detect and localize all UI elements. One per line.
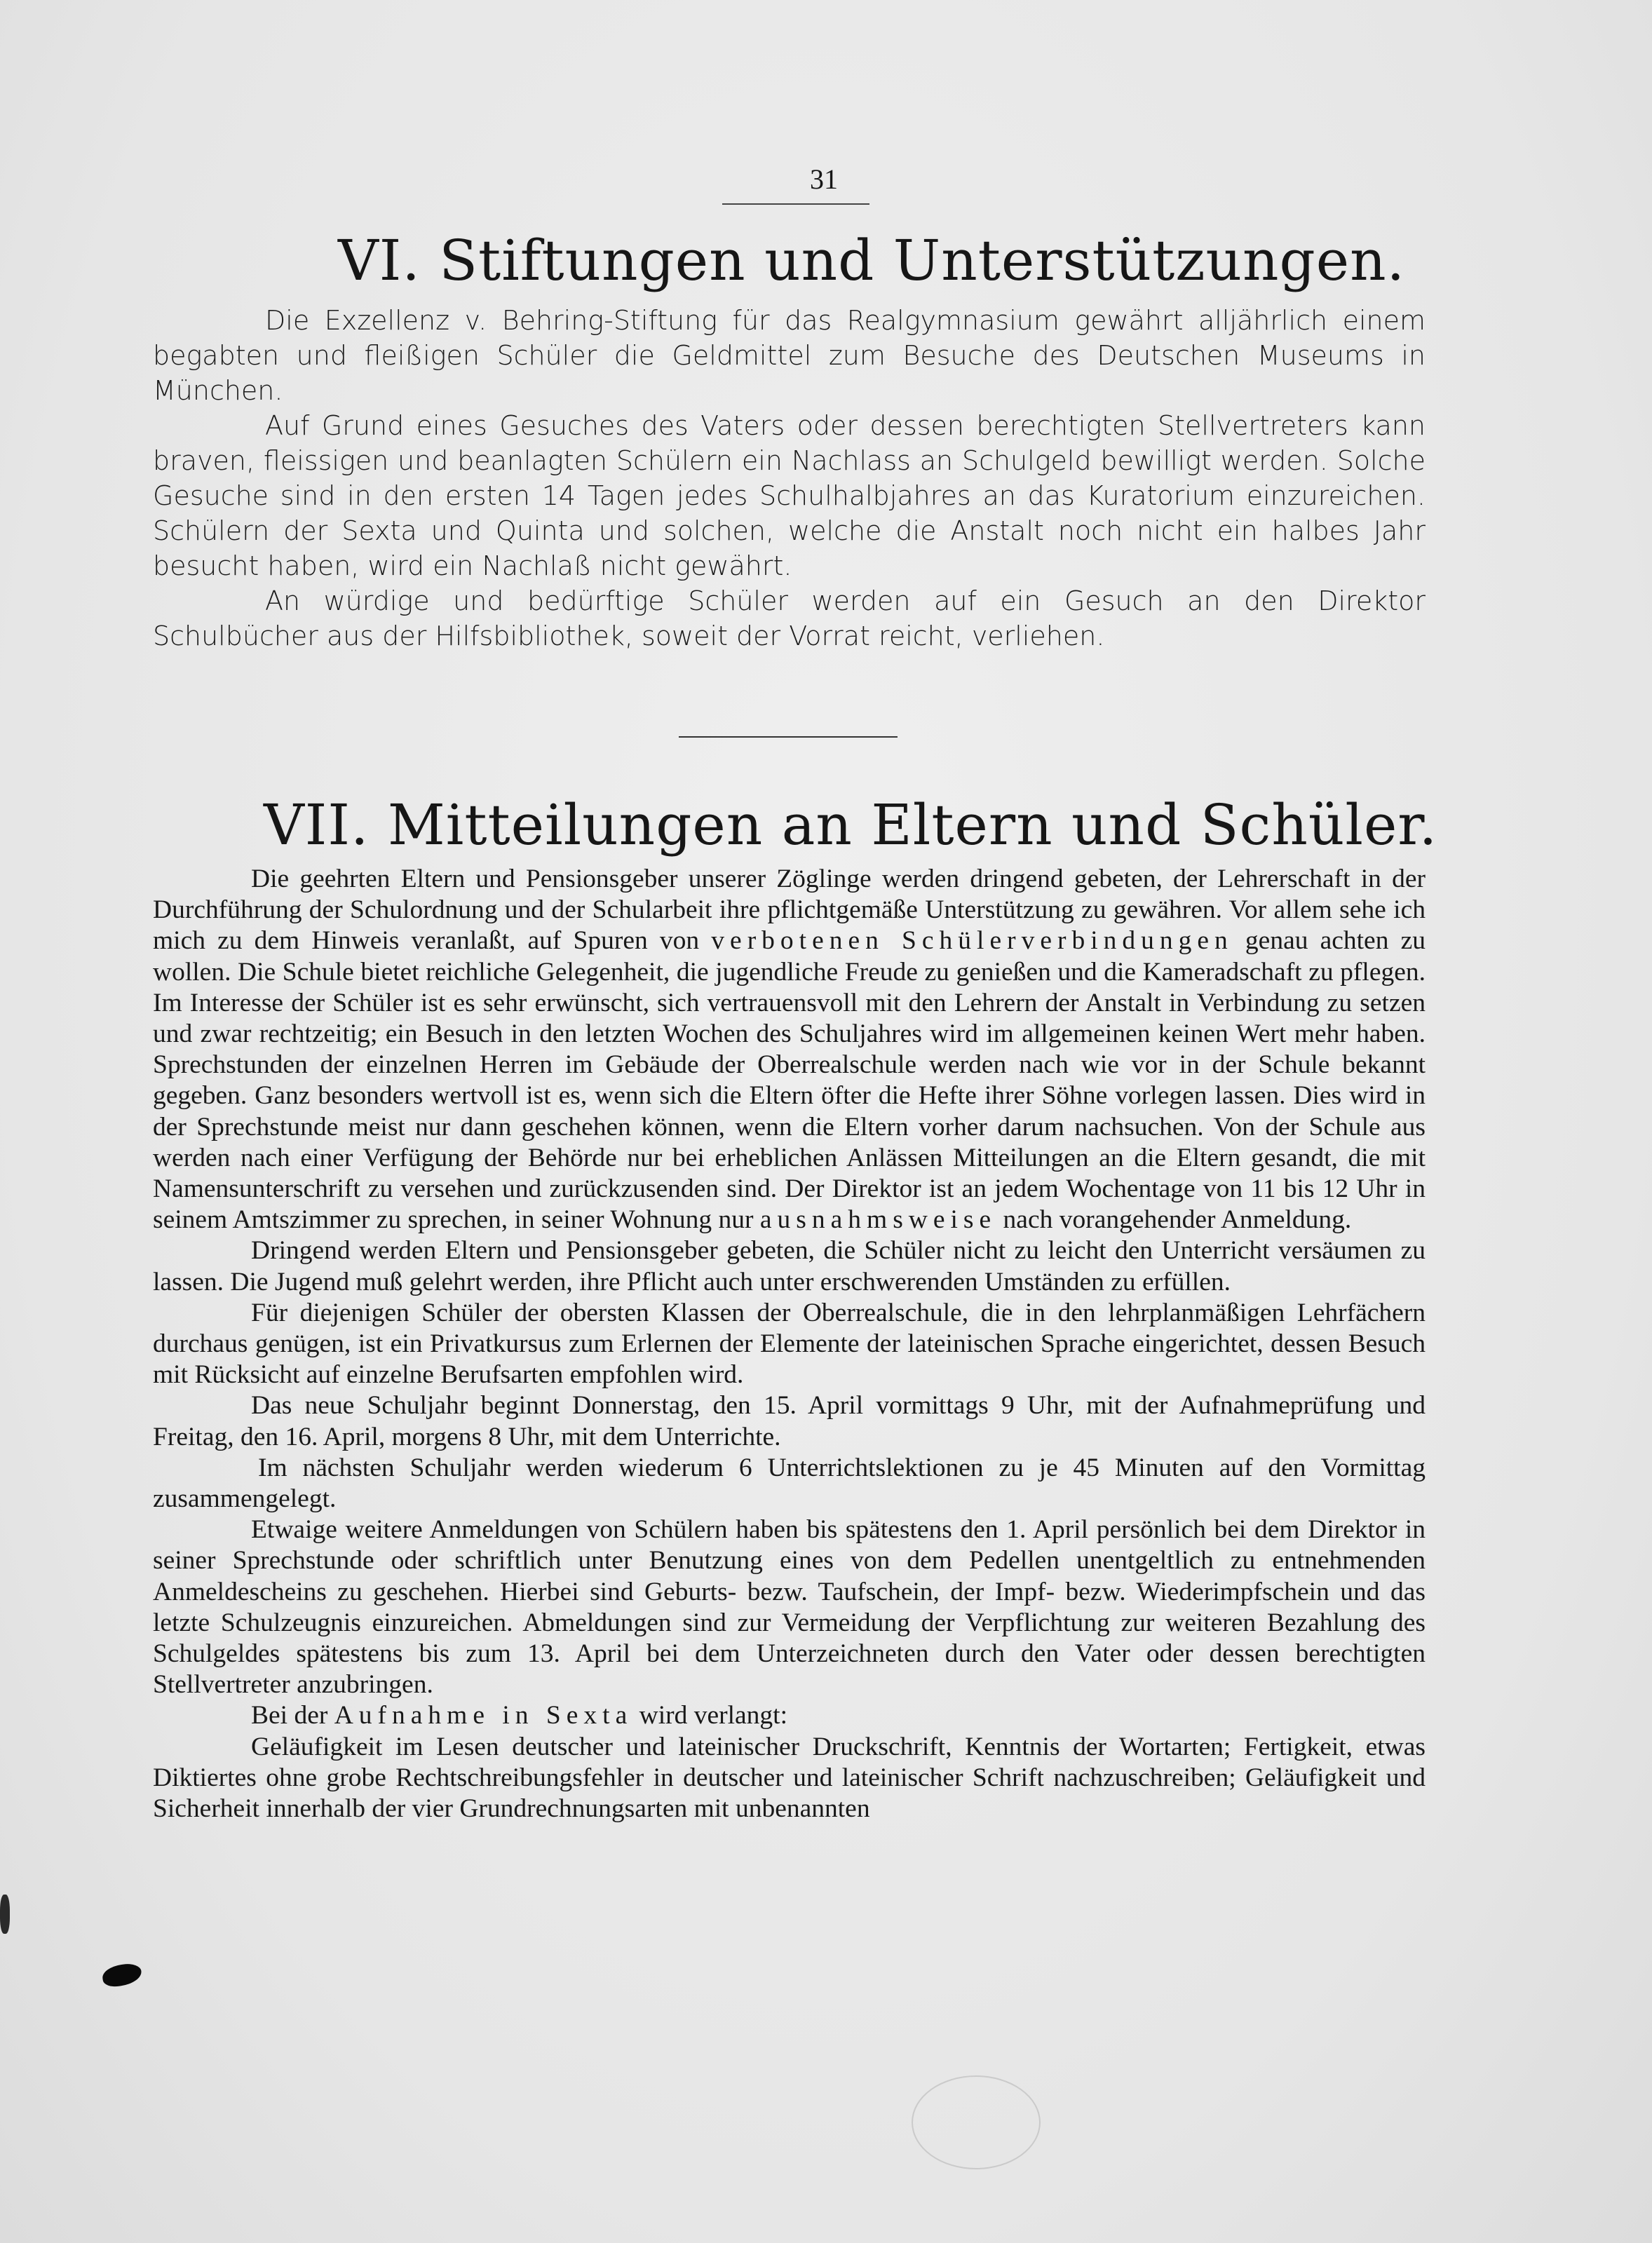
spaced-emphasis: verbotenen Schülerverbindungen xyxy=(711,926,1233,956)
section-vii-body xyxy=(153,864,1426,1824)
paragraph-unterrichtslektionen: Im nächsten Schuljahr werden wiederum 6 Unterrichtslektionen zu je 45 Minuten auf den Vormittag zusammengelegt. xyxy=(153,1453,1426,1514)
paragraph-aufnahme-sexta xyxy=(153,1700,1426,1731)
section-vi-body xyxy=(153,303,1426,653)
paragraph-behring-stiftung: Die Exzellenz v. Behring-Stiftung für das Realgymnasium gewährt alljährlich einem begabten und fleißigen Schüler die Geldmittel zum Besuche des Deutschen Museums in München. xyxy=(153,305,1426,406)
text-run: Bei der xyxy=(251,1701,334,1730)
paragraph-unterricht-versaeumen: Dringend werden Eltern und Pensionsgeber gebeten, die Schüler nicht zu leicht den Unterricht versäumen zu lassen. Die Jugend muß gelehrt werden, ihre Pflicht auch unter erschwerenden Umständen zu erfüllen. xyxy=(153,1236,1426,1296)
paragraph-schulgeld-nachlass: Auf Grund eines Gesuches des Vaters oder dessen berechtigten Stellvertreters kann braven, fleissigen und beanlagten Schülern ein Nachlass an Schulgeld bewilligt werden. Solche Gesuche sind in den ersten 14 Tagen jedes Schulhalbjahres an das Kuratorium einzureichen. Schülern der Sexta und Quinta und solchen, welche die Anstalt noch nicht ein halbes Jahr besucht haben, wird ein Nachlaß nicht gewährt. xyxy=(153,410,1426,581)
spaced-emphasis: ausnahmsweise xyxy=(759,1205,997,1235)
spaced-emphasis: Aufnahme in Sexta xyxy=(334,1701,633,1730)
paragraph-schuljahr-beginn: Das neue Schuljahr beginnt Donnerstag, den 15. April vormittags 9 Uhr, mit der Aufnahmeprüfung und Freitag, den 16. April, morgens 8 Uhr, mit dem Unterrichte. xyxy=(153,1391,1426,1451)
paragraph-eltern-pensionsgeber xyxy=(153,864,1426,1235)
paragraph-privatkursus-latein: Für diejenigen Schüler der obersten Klassen der Oberrealschule, die in den lehrplanmäßigen Lehrfächern durchaus genügen, ist ein Privatkursus zum Erlernen der Elemente der lateinischen Sprache eingerichtet, dessen Besuch mit Rücksicht auf einzelne Berufsarten empfohlen wird. xyxy=(153,1298,1426,1390)
paragraph-schulbuecher: An würdige und bedürftige Schüler werden auf ein Gesuch an den Direktor Schulbücher aus der Hilfsbibliothek, soweit der Vorrat reicht, verliehen. xyxy=(153,585,1426,651)
text-run: genau achten zu wollen. Die Schule bietet reichliche Gelegenheit, die jugendliche Freude zu genießen und die Kameradschaft zu pflegen. Im Interesse der Schüler ist es sehr erwünscht, sich vertrauensvoll mit den Lehrern der Anstalt in Verbindung zu setzen und zwar rechtzeitig; ein Besuch in den letzten Wochen des Schuljahres wird im allgemeinen keinen Wert mehr haben. Sprechstunden der einzelnen Herren im Gebäude der Oberrealschule werden nach wie vor in der Schule bekannt gegeben. Ganz besonders wertvoll ist es, wenn sich die Eltern öfter die Hefte ihrer Söhne vorlegen lassen. Dies wird in der Sprechstunde meist nur dann geschehen können, wenn die Eltern vorher darum nachsuchen. Von der Schule aus werden nach einer Verfügung der Behörde nur bei erheblichen Anlässen Mitteilungen an die Eltern gesandt, die mit Namensunterschrift zu versehen und zurückzusenden sind. Der Direktor ist an jedem Wochentage von 11 bis 12 Uhr in seinem Amtszimmer zu sprechen, in seiner Wohnung nur xyxy=(153,926,1426,1235)
section-vii-heading: VII. Mitteilungen an Eltern und Schüler. xyxy=(264,792,1438,858)
paragraph-anmeldungen: Etwaige weitere Anmeldungen von Schülern haben bis spätestens den 1. April persönlich bei dem Direktor in seiner Sprechstunde oder schriftlich unter Benutzung eines von dem Pedellen unentgeltlich zu entnehmenden Anmeldescheins zu geschehen. Hierbei sind Geburts- bezw. Taufschein, der Impf- bezw. Wiederimpfschein und das letzte Schulzeugnis einzureichen. Abmeldungen sind zur Vermeidung der Verpflichtung zur weiteren Bezahlung des Schulgeldes spätestens bis zum 13. April bei dem Unterzeichneten durch den Vater oder dessen berechtigten Stellvertreter anzubringen. xyxy=(153,1515,1426,1700)
ink-blot-mark xyxy=(101,1962,143,1988)
edge-mark xyxy=(0,1895,10,1934)
section-divider xyxy=(679,736,898,738)
text-run: Die geehrten Eltern und Pensionsgeber unserer Zöglinge werden dringend gebeten, der Lehrerschaft in der Durchführung der Schulordnung und der Schularbeit ihre pflichtgemäße Unterstützung zu gewähren. Vor allem sehe ich mich zu dem Hinweis veranlaßt, auf Spuren von xyxy=(153,865,1426,956)
page-number: 31 xyxy=(810,163,838,195)
section-vi-heading: VI. Stiftungen und Unterstützungen. xyxy=(338,228,1406,293)
faint-stamp-mark xyxy=(912,2075,1041,2169)
text-run: wird verlangt: xyxy=(632,1701,788,1730)
page-number-rule xyxy=(722,203,869,205)
paragraph-anforderungen: Geläufigkeit im Lesen deutscher und lateinischer Druckschrift, Kenntnis der Wortarten; Fertigkeit, etwas Diktiertes ohne grobe Rechtschreibungsfehler in deutscher und lateinischer Schrift nachzuschreiben; Geläufigkeit und Sicherheit innerhalb der vier Grundrechnungsarten mit unbenannten xyxy=(153,1732,1426,1824)
text-run: nach vorangehender Anmeldung. xyxy=(996,1205,1352,1235)
